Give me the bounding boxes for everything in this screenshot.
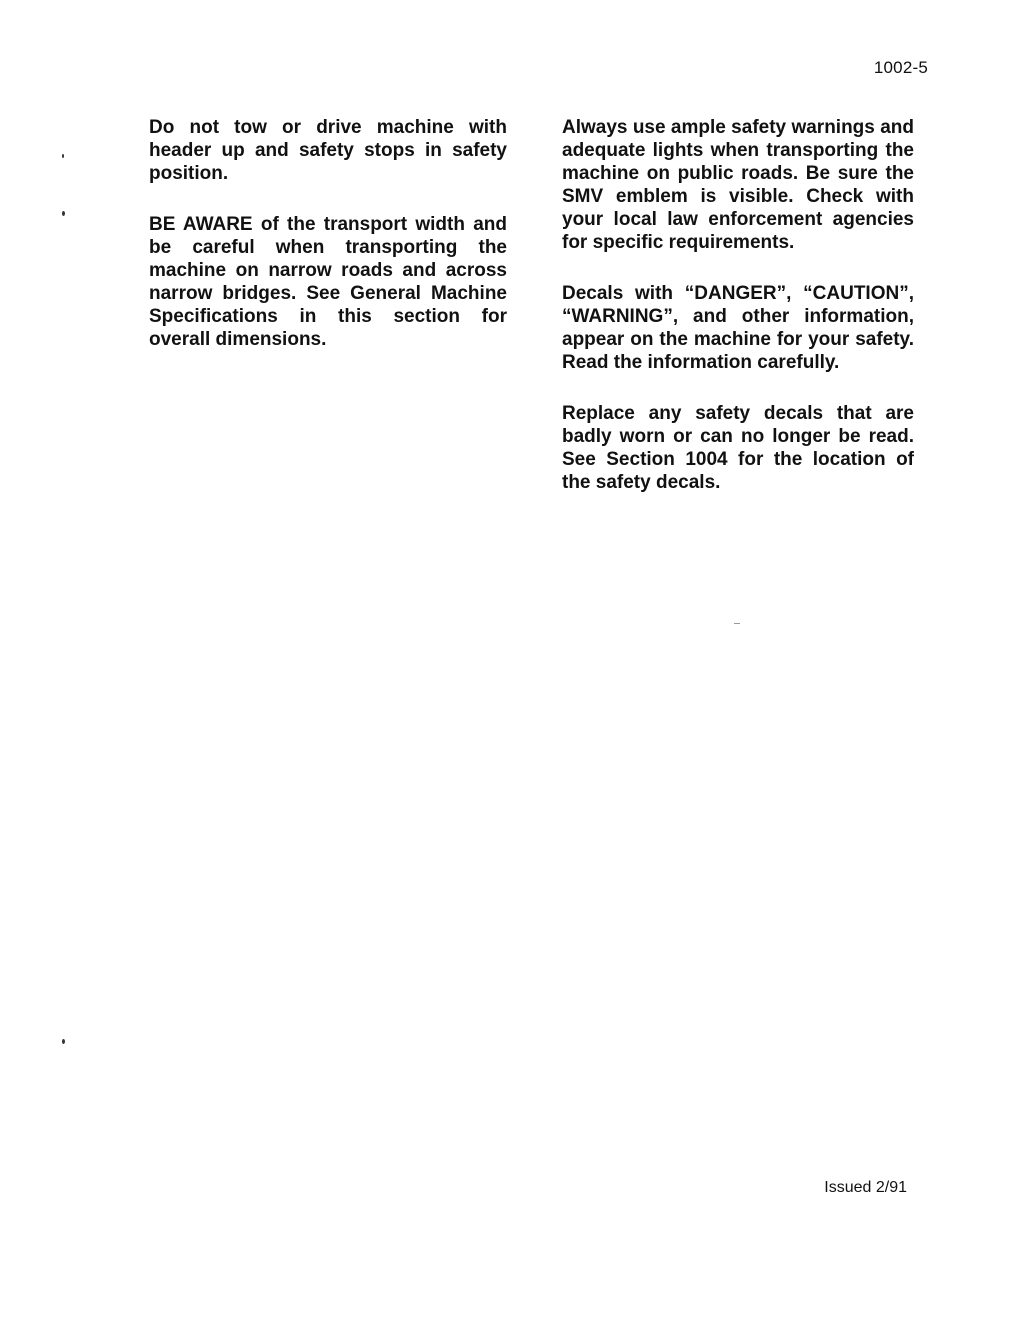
- scan-speck: [62, 211, 65, 216]
- right-column: [562, 116, 914, 522]
- paragraph-decals: Decals with “DANGER”, “CAUTION”, “WARNING”, and other information, appear on the machine for your safety. Read the information carefully.: [562, 283, 914, 373]
- issued-date: Issued 2/91: [824, 1179, 907, 1196]
- scan-speck: [62, 154, 64, 158]
- paragraph-replace-decals: Replace any safety decals that are badly worn or can no longer be read. See Section 1004 for the location of the safety decals.: [562, 403, 914, 493]
- paragraph-tow-warning: Do not tow or drive machine with header up and safety stops in safety position.: [149, 117, 507, 184]
- page-number: 1002-5: [873, 58, 928, 77]
- left-column: [149, 116, 507, 379]
- scan-speck: [62, 1039, 65, 1044]
- paragraph-safety-warnings: Always use ample safety warnings and adequate lights when transporting the machine on public roads. Be sure the SMV emblem is visible. Check with your local law enforcement agencies for specific requirements.: [562, 117, 914, 253]
- paragraph-transport-width: BE AWARE of the transport width and be careful when transporting the machine on narrow roads and across narrow bridges. See General Machine Specifications in this section for overall dimensions.: [149, 214, 507, 350]
- scan-speck: [734, 623, 740, 624]
